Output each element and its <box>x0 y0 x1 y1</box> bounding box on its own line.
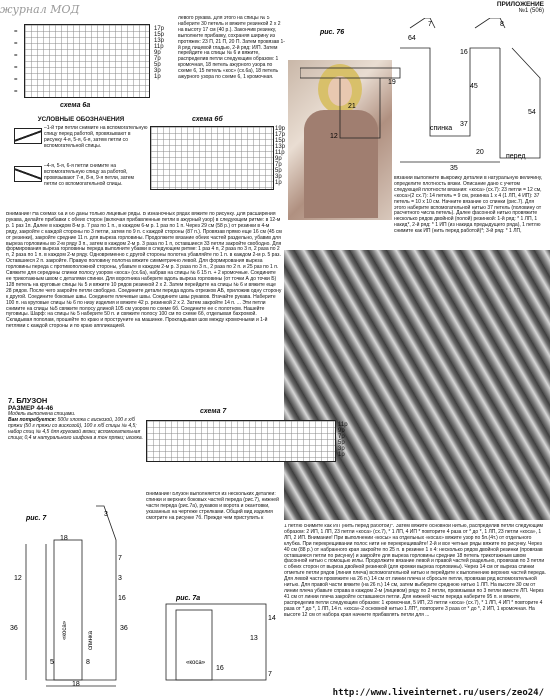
label-19: 19 <box>388 79 396 86</box>
label-front: перед <box>506 153 526 160</box>
label-8: 8 <box>500 21 504 28</box>
bluzon-block <box>8 396 144 442</box>
label-20: 20 <box>476 149 484 156</box>
schema-6a-row-labels <box>154 26 164 80</box>
label-45: 45 <box>470 83 478 90</box>
row-label: 17р <box>154 26 165 32</box>
label-14: 14 <box>268 615 276 622</box>
materials-text: 500г хлопка с вискозой, 100 г х/б пряжи (50 г пряжи со вискозой), 100 г х/б спицы № 4,5; набор спиц № 4,5 для круговой вязки; вспомогательная спица; 0,4 м натурального шифона в тон пряжи; иголка. <box>8 416 144 441</box>
row-label: 7р <box>338 434 345 440</box>
schema-7-title: схема 7 <box>200 408 227 415</box>
model-note: Модель выполнена спицами. <box>8 411 76 417</box>
attention-note: Внимание! Блузон выполняется из нескольких деталей: спинки и верхних боковых частей переда (рис.7), нижней части переда (рис.7а), рукавов и ворота и окантовки, указанных на чертеже стрелками. Общий вид изделия смотрите на рисунке 7б. Прежде чем приступить к <box>146 492 279 521</box>
row-label: 7р <box>275 162 282 168</box>
legend-title: УСЛОВНЫЕ ОБОЗНАЧЕНИЯ <box>37 116 125 123</box>
appendix-header <box>497 1 544 14</box>
magazine-masthead <box>0 0 90 14</box>
row-label: 9р <box>338 428 345 434</box>
assembly-instructions: 1 петлю снимите как ИП (нить перед работой)*. Затем вяжите основной нитью, распределив петли следующим образом: 2 ИП, 1 ЛП, 23 петли «коса» (сх.7), * 1 ЛП, 4 ИП * повторите 4 раза от * до *, 1 ЛП, 23 петли «коса», 1 ЛП, 2 ИП. Внимание! При выполнении «косы» на отдельных «косах» вяжите узор по 5п.(4т.) от отдельного клубка. При перекрещивании полос нити не перекрещивайте! 2-й и все четные ряды вяжите по рисунку. Через 40 см (88 р.) от набранного края закройте по 25 п. в резинке 1 х 4: несколько рядов двойной резинки (провязав оставшиеся петли по рисунку) и закройте для выреза горловины средние 18 петель трикотажным швом фасонной нитью с помощью иглы. Продолжите вязание левой и правой частей раздельно, провязав по 3 петли с обеих сторон от выреза двойной резинкой (для кромки выреза горловины). Через 14 см от выреза спинки отметьте петли рядов (линия плеча) вспомогательной нитью и перейдите к выполнению верхних частей переда. Для левой части провяжите на 26 п.) 14 см от линии плеча и сбросьте петли, провязав ряд вспомогательной нитью. Для правой части вяжите (на 26 п.) 14 см, затем выберите среднюю нитью 1 ЛП. На высоте 30 см от линии плеча убавьте справа в каждом 2-м (лицевом) ряду по 2 петли, провязывая по 3 петли вместе ЛП. Через 41 см от линии плеча закройте оставшиеся петли. Для нижней части переда наберите 95 п. и вяжите, распределив петли следующим образом: 1 кромочная, 5 ИП, 23 петли «коса» (сх.7), * 1 ЛП, 4 ИП * повторите 4 раза от * до *, 1 ЛП, 14 п. «коса»-2 основной нитью 1 ЛП*, повторите 3 раза от * до *, 2 ИП, 1 кромочная. На высоте 12 см от набора края начните прибавлять петли для ... <box>284 524 546 618</box>
pattern-diagram-7a <box>146 560 282 690</box>
size-label: РАЗМЕР <box>8 405 35 412</box>
label-7: 7 <box>118 555 122 562</box>
row-label: 5р <box>338 440 345 446</box>
main-instructions: Внимание! На схемах 6а и 6б даны только лицевые ряды. В изнаночных рядах вяжите по рисунку. Для расширения рукава, делайте прибавки с обеих сторон (включая прибавленные петли в ажурный узор) в следующем ритме: в 12-м р. 1 раз 1п. Далее в каждом 8-м р. 7 раз по 1 п., в каждом 6-м р. 1 раз по 1 п. Через 29 см (58 р.) от резинки в 4-м ряду, закройте с каждой стороны по 3 петли, затем по 9 п. с каждой стороны (87 п.). Провязав прямо еще 16 см (45 см от резинки), закройте средние 11 п. для выреза горловины. Продолжите вязание обеих частей раздельно, убавив для выреза горловины во 2-м ряду 3 п., затем в каждом 2-м р. 3 раза по 1 п, оставшиеся 33 петли закройте свободно. Для формирования выреза горловины переда выполните убавки в следующем ритме: 1 раз 4 п, 2 раза по 3 п, 2 раза по 2 п, 2 раза по 1 п. в каждом 2-м ряду. Одновременно с другой стороны полотна убавляйте по 1 п. в каждом 2-м р. 5 раз. Оставшиеся 2 п. закройте. Правую половину полотна вяжите симметрично левой. Для формирования выреза горловины переда с противоположной стороны, убавьте в каждом 2-м р. 3 раза по 3 п., 2 раза по 2 п. и 25 раз по 1 п. Свяжите для середины спинки полосу узором «коса» (сх.6а), набрав на спицы № 6 15 п. + 2 кромочные. Соедините ее трикотажным швом с деталями спинки. Для воротника наберите вдоль выреза горловины (от точки А до точки Б) 128 петель на круговые спицы № 5 и вяжите 10 рядов резинкой 2 х 2. Затем перейдите на спицы № 6 и вяжите еще 28 рядов. После чего закройте петли свободно. Соедините детали переда вдоль отрезков АБ, приложив одну сторону к другой. Соедините боковые швы. Соедините плечевые швы. Соедините швы рукавов. Втачайте рукава. Наберите 100 п. на круговые спицы № 6 по низу изделия и вяжите 42 р. резинкой 2 х 2. Затем закройте 14 п. ... Эти петли снимите на спицы №5 свяжите полосу длиной 105 см узором по схеме 6б. Соедините ее с полотном. Нашейте пуговицы. Шарф: на спицы № 5 наберите 50 п. и свяжите полосу 100 см по схеме 6б, отделывая бахромой. Складывая пополам, прошейте по краю и проструните на машинке. Прокладывая шов между кромочными и 1-й петлями с каждой стороны и по краю аппликацией. <box>6 212 282 330</box>
schema-6b-row-labels <box>275 126 285 186</box>
label-16: 16 <box>118 595 126 602</box>
row-label: 13р <box>275 144 286 150</box>
label-8: 8 <box>86 659 90 666</box>
mark: = <box>14 41 18 47</box>
label-64: 64 <box>408 35 416 42</box>
row-label: 9р <box>275 156 282 162</box>
label-12: 12 <box>330 133 338 140</box>
label-18b: 18 <box>72 681 80 688</box>
label-35: 35 <box>450 165 458 170</box>
row-label: 17р <box>275 132 286 138</box>
knitting-density-text: вязании выполните выкройку деталей в натуральную величину, определите плотность вязки. Описание дано с учетом следующей плотности вязания: «коса» (сх.7): 23 петли = 12 см, «коса»(2 сх.7): 14 петель = 9 см, резинка 1 х 4 (1 ЛП, 4 ИП): 37 петель = 10 х 10 см. Начните вязание со спинки (рис.7). Для этого наберите вспомогательной нитью 37 петель (половину от расчетного числа петель). Далее фасонной нитью провяжите несколько рядов двойной (полой) резинкой: 1-й ряд: * 1 ЛП, 1 накид*, 2-й ряд: * 1 ИП (из накида предыдущего ряда), 1 петлю снимите как ИП (нить перед работой)*; 3-й ряд: * 1 ЛП, <box>394 176 543 235</box>
label-3b: 3 <box>118 575 122 582</box>
label-16: 16 <box>216 665 224 672</box>
mark: = <box>14 29 18 35</box>
label-back: спинка <box>430 125 453 132</box>
legend <box>14 116 148 206</box>
materials-label: Вам потребуется: <box>8 416 57 423</box>
label-18: 18 <box>60 535 68 542</box>
label-12: 12 <box>14 575 22 582</box>
row-label: 3р <box>338 446 345 452</box>
label-21: 21 <box>348 103 356 110</box>
schema-6b-grid <box>150 126 274 190</box>
label-7: 7 <box>268 671 272 678</box>
row-label: 1р <box>338 452 345 458</box>
row-label: 9р <box>154 50 161 56</box>
schema-7-row-labels <box>338 422 348 458</box>
ris7-title: рис. 7 <box>26 515 47 522</box>
legend-symbol-1 <box>14 128 42 144</box>
schema-6a-left-marks <box>14 26 22 98</box>
row-label: 13р <box>154 38 165 44</box>
issue-number: №1 (506) <box>518 8 544 14</box>
row-label: 15р <box>275 138 286 144</box>
knit-texture-photo <box>284 250 550 520</box>
size-value: 44-46 <box>36 405 54 412</box>
masthead-text: журнал МОД <box>0 3 80 16</box>
bluzon-title: 7. БЛУЗОН <box>8 396 48 405</box>
label-37: 37 <box>460 121 468 128</box>
row-label: 5р <box>154 62 161 68</box>
schema-7-grid <box>146 420 336 462</box>
label-back: спинка <box>88 630 94 650</box>
footer-url[interactable]: http://www.liveinternet.ru/users/zeo24/ <box>332 688 544 698</box>
label-54: 54 <box>528 109 536 116</box>
label-7: 7 <box>428 21 432 28</box>
mark: = <box>14 65 18 71</box>
mark: = <box>14 89 18 95</box>
schema-6b-title: схема 6б <box>192 116 223 123</box>
row-label: 3р <box>275 174 282 180</box>
label-36: 36 <box>10 625 18 632</box>
row-label: 11р <box>275 150 285 156</box>
appendix-title: ПРИЛОЖЕНИЕ <box>496 1 544 8</box>
label-36b: 36 <box>120 625 128 632</box>
mark: = <box>14 53 18 59</box>
pattern-diagram-76 <box>300 18 546 170</box>
schema-6a <box>14 20 172 106</box>
row-label: 15р <box>154 32 165 38</box>
row-label: 19р <box>275 126 286 132</box>
legend-item-1: –1-й три петли снимите на вспомогательную спицу перед работой, провязывают в рисунку 4-я, 5-я, 6-я, затем петли со вспомогательной спицы. <box>44 125 148 149</box>
row-label: 1р <box>154 74 161 80</box>
row-label: 1р <box>275 180 282 186</box>
row-label: 11р <box>154 44 164 50</box>
label-3: 3 <box>104 511 108 518</box>
ris7a-title: рис. 7а <box>176 595 201 602</box>
row-label: 7р <box>154 56 161 62</box>
sleeve-instructions: левого рукава. Для этого на спицы № 5 наберите 30 петель и вяжите резинкой 2 х 2 на высоту 17 см (40 р.). Закончив резинку, выполните прибавку, сохраняя ширину из протяжек: 23 П, 21 П, 20 П. Затем провязав 1-й ряд лицевой гладью, 2-й ряд: И/П. Затем перейдите на спицы № 6 и вяжите, распределив петли следующим образом: 1 кромочная, 18 петель ажурного узора по схеме 6, 15 петель «кос» (сх.6а), 18 петель ажурного узора по схеме 6, 1 кромочная. <box>178 16 285 81</box>
label-5: 5 <box>50 659 54 666</box>
label-kosa: «коса» <box>186 660 206 666</box>
label-13: 13 <box>250 635 258 642</box>
pattern-diagram-7 <box>6 500 146 690</box>
label-kosa: «коса» <box>62 620 68 640</box>
label-16: 16 <box>460 49 468 56</box>
legend-item-2: –4-я, 5-я, 6-я петли снимите на вспомогательную спицу за работой, провязывают 7-я, 8-я, 9-я петли, затем петли со вспомогательной спицы. <box>44 163 134 187</box>
row-label: 3р <box>154 68 161 74</box>
schema-6a-title: схема 6а <box>60 102 91 109</box>
row-label: 11р <box>338 422 348 428</box>
mark: = <box>14 77 18 83</box>
materials <box>8 418 144 442</box>
schema-6a-grid <box>24 24 150 98</box>
row-label: 5р <box>275 168 282 174</box>
ris76-title: рис. 76 <box>320 29 345 36</box>
legend-symbol-2 <box>14 166 42 182</box>
